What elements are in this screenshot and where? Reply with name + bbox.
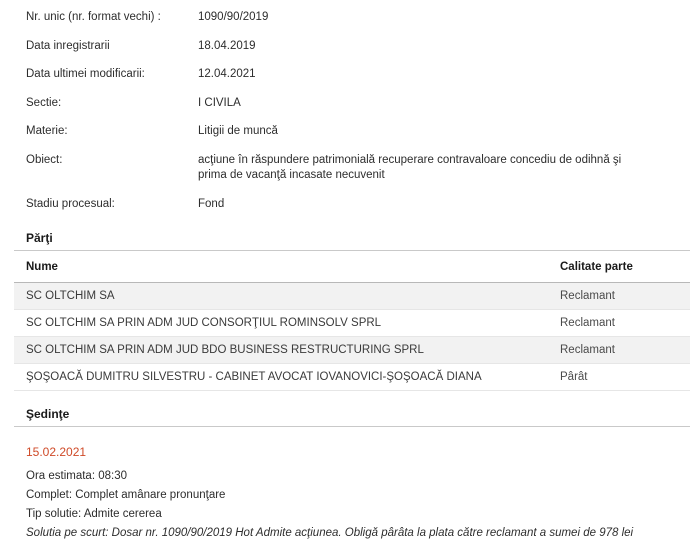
detail-label: Materie:: [26, 125, 68, 138]
hearings-heading: Şedinţe: [26, 407, 70, 422]
column-header-quality: Calitate parte: [560, 251, 690, 283]
parties-header-row: [14, 251, 690, 283]
case-details-page: [0, 4, 700, 540]
detail-label: Obiect:: [26, 153, 63, 166]
party-name: SC OLTCHIM SA: [14, 283, 560, 310]
detail-row: [14, 61, 690, 90]
table-row: [14, 337, 690, 364]
column-header-name: Nume: [14, 251, 560, 283]
detail-label: Nr. unic (nr. format vechi) :: [26, 11, 161, 23]
party-name: SC OLTCHIM SA PRIN ADM JUD CONSORŢIUL ROMINSOLV SPRL: [14, 310, 560, 337]
party-quality: Pârât: [560, 364, 690, 391]
detail-value: 18.04.2019: [198, 39, 256, 52]
hearing-solution-summary: Solutia pe scurt: Dosar nr. 1090/90/2019 Hot Admite acţiunea. Obligă pârâta la plata către reclamant a sumei de 978 lei: [26, 527, 634, 540]
party-name: SC OLTCHIM SA PRIN ADM JUD BDO BUSINESS RESTRUCTURING SPRL: [14, 337, 560, 364]
detail-value: acţiune în răspundere patrimonială recuperare contravaloare concediu de odihnă şi prima de vacanţă incasate necuvenit: [198, 153, 622, 182]
table-row: [14, 310, 690, 337]
parties-table: [14, 251, 690, 391]
detail-label: Data ultimei modificarii:: [26, 68, 145, 81]
detail-row: [14, 90, 690, 119]
detail-label: Sectie:: [26, 96, 62, 109]
hearing-panel: Complet: Complet amânare pronunţare: [26, 489, 226, 502]
detail-row: [14, 33, 690, 62]
table-row: [14, 364, 690, 391]
hearing-date: 15.02.2021: [26, 445, 87, 460]
party-quality: Reclamant: [560, 310, 690, 337]
detail-value: I CIVILA: [198, 96, 241, 109]
party-name: ŞOŞOACĂ DUMITRU SILVESTRU - CABINET AVOCAT IOVANOVICI-ŞOŞOACĂ DIANA: [14, 364, 560, 391]
detail-label: Data inregistrarii: [26, 39, 110, 52]
table-row: [14, 283, 690, 310]
detail-row: [14, 147, 690, 191]
detail-value: 1090/90/2019: [198, 11, 269, 23]
detail-value: Litigii de muncă: [198, 125, 278, 138]
detail-row: [14, 4, 690, 33]
detail-value: 12.04.2021: [198, 68, 256, 81]
party-quality: Reclamant: [560, 283, 690, 310]
case-details-table: [14, 4, 690, 219]
detail-label: Stadiu procesual:: [26, 197, 115, 210]
hearing-solution-type: Tip solutie: Admite cererea: [26, 508, 162, 521]
detail-row: [14, 191, 690, 220]
hearing-estimated-time: Ora estimata: 08:30: [26, 470, 127, 483]
detail-value: Fond: [198, 197, 225, 210]
parties-heading: Părţi: [26, 231, 53, 246]
detail-row: [14, 118, 690, 147]
party-quality: Reclamant: [560, 337, 690, 364]
